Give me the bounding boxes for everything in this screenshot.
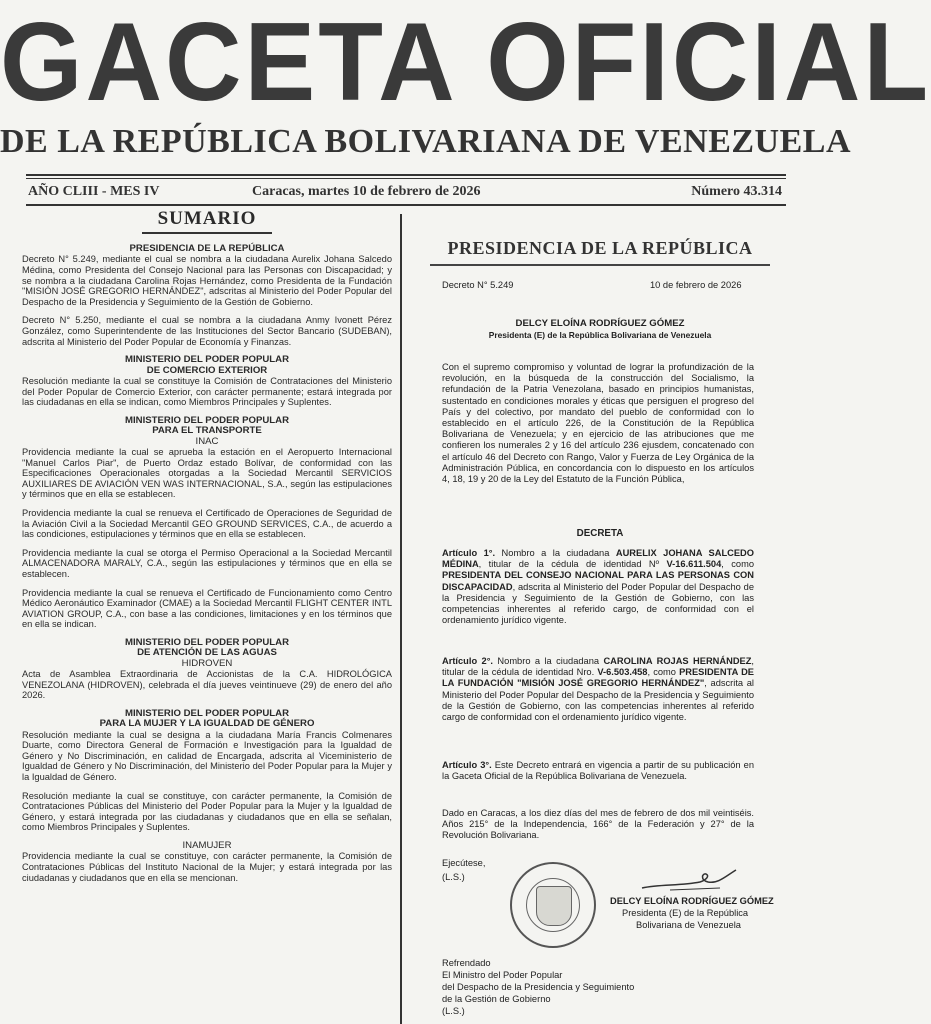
signature-name: DELCY ELOÍNA RODRÍGUEZ GÓMEZ bbox=[610, 896, 774, 906]
article-3-text: Este Decreto entrará en vigencia a partir de su publicación en la Gaceta Oficial de la República Bolivariana de Venezuela. bbox=[442, 760, 754, 782]
issue-number: Número 43.314 bbox=[691, 184, 782, 199]
gazette-title: GACETA OFICIAL bbox=[0, 0, 931, 124]
sumario-entry: Providencia mediante la cual se renueva el Certificado de Funcionamiento como Centro Médico Aeronáutico Examinador (CMAE) a la Sociedad Mercantil FLIGHT CENTER INTL AVIATION GROUP, C.A., con base a las condiciones, limitaciones y en los términos que en ella se indican. bbox=[22, 587, 392, 630]
article-1-post: PRESIDENTA DEL CONSEJO NACIONAL PARA LAS PERSONAS CON DISCAPACIDAD bbox=[442, 570, 754, 592]
sumario-section-subheading: INAMUJER bbox=[182, 840, 232, 852]
refrendado-line-2: del Despacho de la Presidencia y Seguimiento bbox=[442, 982, 635, 992]
sumario-entry: Decreto N° 5.250, mediante el cual se nombra a la ciudadana Anmy Ivonett Pérez González, como Superintendente de las Instituciones del Sector Bancario (SUDEBAN), adscrita al Ministerio del Poder Popular de Economía y Finanzas. bbox=[22, 315, 392, 347]
article-1-text-d: , adscrita al Ministerio del Poder Popular del Despacho de la Presidencia y Seguimiento de la Gestión de Gobierno, con las competencias inherentes al referido cargo, de conformidad con el ordenamiento jurídico vigente. bbox=[442, 581, 754, 626]
decree-signer-role: Presidenta (E) de la República Bolivariana de Venezuela bbox=[488, 330, 712, 340]
sumario-title: SUMARIO bbox=[157, 208, 257, 229]
decree-decreta: DECRETA bbox=[576, 528, 624, 539]
sumario-section-subheading: INAC bbox=[195, 435, 219, 447]
decree-title-rule bbox=[430, 264, 770, 266]
masthead-rule-top bbox=[26, 174, 786, 176]
signature-role-2: Bolivariana de Venezuela bbox=[636, 920, 741, 930]
article-2-text-a: Nombro a la ciudadana bbox=[493, 656, 604, 666]
article-2-text-d: , adscrita al Ministerio del Poder Popular del Despacho de la Presidencia y Seguimiento de la Gestión de Gobierno, con las competencias inherentes al referido cargo de conformidad con el ordenamiento jurídico vigente. bbox=[442, 678, 754, 723]
decree-preamble: Con el supremo compromiso y voluntad de lograr la profundización de la revolución, en la búsqueda de la construcción del Socialismo, la refundación de la Patria Venezolana, basado en principios humanistas, sustentado en condiciones morales y éticas que persiguen el progreso del País y del colectivo, por mandato del pueblo de conformidad con lo establecido en el artículo 226, de la Constitución de la República Bolivariana de Venezuela; y en ejercicio de las atribuciones que me confieren los numerales 2 y 16 del artículo 236 ejusdem, concatenado con el artículo 46 del Decreto con Rango, Valor y Fuerza de Ley Orgánica de la Administración Pública, en concordancia con lo dispuesto en los artículos 4, 18, 19 y 20 de la Ley del Estatuto de la Función Pública, bbox=[442, 362, 754, 485]
sumario-entry: Resolución mediante la cual se constituye, con carácter permanente, la Comisión de Contrataciones Públicas del Ministerio del Poder Popular para la Mujer y la Igualdad de Género, y estará integrada por las ciudadanas y ciudadanos que en ella se señalan, como Miembros Principales y Suplentes. bbox=[22, 790, 392, 833]
article-1-text-c: , como bbox=[721, 559, 754, 570]
column-divider bbox=[400, 214, 402, 1024]
article-1-id: V-16.611.504 bbox=[666, 559, 722, 570]
sumario-entry: Acta de Asamblea Extraordinaria de Accionistas de la C.A. HIDROLÓGICA VENEZOLANA (HIDROVEN), celebrada el día jueves veintinueve (29) de enero del año 2026. bbox=[22, 669, 392, 701]
refrendado-line-1: El Ministro del Poder Popular bbox=[442, 970, 563, 980]
handwritten-signature-icon bbox=[640, 864, 750, 894]
sumario-section-heading: MINISTERIO DEL PODER POPULAR bbox=[125, 414, 289, 426]
decree-article-2 bbox=[442, 656, 754, 723]
sumario-section-heading: PARA EL TRANSPORTE bbox=[152, 425, 262, 437]
sumario-entry: Resolución mediante la cual se designa a la ciudadana María Francis Colmenares Duarte, como Directora General de Formación e Investigación para la Igualdad de Género y No Discriminación, en calidad de Encargada, adscrita al Viceministerio de Igualdad de Género y No Discriminación, del Ministerio del Poder Popular para la Mujer y la Igualdad de Género. bbox=[22, 729, 392, 783]
sumario-entry: Providencia mediante la cual se aprueba la estación en el Aeropuerto Internacional "Manuel Carlos Piar", de Puerto Ordaz estado Bolívar, de conformidad con las Especificaciones Operacionales otorgadas a la Sociedad Mercantil SERVICIOS AUXILIARES DE AVIACIÓN VEN WAS INTERNACIONAL, S.A., según las estipulaciones y términos que en ella se establecen. bbox=[22, 446, 392, 500]
refrendado-label: Refrendado bbox=[442, 958, 491, 968]
sumario-entry: Providencia mediante la cual se otorga el Permiso Operacional a la Sociedad Mercantil ALMACENADORA MARALY, C.A., según las estipulaciones y términos que en ella se establecen. bbox=[22, 547, 392, 579]
article-3-label: Artículo 3°. bbox=[442, 760, 492, 770]
sumario-section-heading: PRESIDENCIA DE LA REPÚBLICA bbox=[129, 243, 285, 254]
article-2-text-b: , titular de la cédula de identidad Nro. bbox=[442, 656, 755, 678]
sumario-section-heading: MINISTERIO DEL PODER POPULAR bbox=[125, 636, 289, 648]
decree-ejecutese: Ejecútese, bbox=[442, 858, 486, 868]
sumario-entry: Providencia mediante la cual se constituye, con carácter permanente, la Comisión de Contrataciones Públicas del Instituto Nacional de la Mujer; y estará integrada por las ciudadanas y ciudadanos que en ella se mencionan. bbox=[22, 851, 392, 883]
sumario-body bbox=[22, 244, 392, 883]
article-1-text-a: Nombro a la ciudadana bbox=[495, 548, 616, 558]
article-2-label: Artículo 2°. bbox=[442, 656, 494, 666]
sumario-column bbox=[22, 206, 392, 891]
decree-ls: (L.S.) bbox=[442, 872, 465, 882]
article-1-text-b: , titular de la cédula de identidad Nº bbox=[478, 559, 667, 570]
decree-signer-name: DELCY ELOÍNA RODRÍGUEZ GÓMEZ bbox=[515, 318, 685, 329]
sumario-section-heading: MINISTERIO DEL PODER POPULAR bbox=[125, 707, 289, 719]
issue-info-bar bbox=[28, 184, 782, 206]
sumario-entry: Resolución mediante la cual se constituye la Comisión de Contrataciones del Ministerio del Poder Popular de Comercio Exterior, con carácter permanente; estará integrada por las ciudadanas en ella se indican, como Miembros Principales y Suplentes. bbox=[22, 375, 392, 408]
masthead bbox=[0, 0, 931, 180]
sumario-section-heading: PARA LA MUJER Y LA IGUALDAD DE GÉNERO bbox=[99, 718, 315, 730]
signature-role-1: Presidenta (E) de la República bbox=[622, 908, 749, 918]
article-2-id: V-6.503.458 bbox=[597, 667, 648, 678]
sumario-underline bbox=[142, 232, 272, 234]
sumario-section-heading: DE COMERCIO EXTERIOR bbox=[146, 364, 268, 376]
decree-section-title: PRESIDENCIA DE LA REPÚBLICA bbox=[447, 238, 753, 258]
decree-date: 10 de febrero de 2026 bbox=[650, 280, 742, 290]
sumario-entry: Providencia mediante la cual se renueva el Certificado de Operaciones de Seguridad de la Aviación Civil a la Sociedad Mercantil GEO GROUND SERVICES, C.A., de acuerdo a las condiciones, estipulaciones y términos que en ella se establecen. bbox=[22, 507, 392, 540]
sumario-section-heading: MINISTERIO DEL PODER POPULAR bbox=[125, 354, 289, 366]
decree-article-1 bbox=[442, 548, 754, 626]
official-seal-icon bbox=[510, 862, 596, 948]
gazette-subtitle: DE LA REPÚBLICA BOLIVARIANA DE VENEZUELA bbox=[0, 123, 852, 160]
decree-article-3 bbox=[442, 760, 754, 782]
refrendado-ls: (L.S.) bbox=[442, 1006, 465, 1016]
decree-number: Decreto N° 5.249 bbox=[442, 280, 514, 290]
sumario-section-subheading: HIDROVEN bbox=[181, 657, 233, 669]
issue-year-month: AÑO CLIII - MES IV bbox=[28, 184, 160, 199]
article-2-text-c: , como bbox=[647, 667, 680, 678]
decree-closing: Dado en Caracas, a los diez días del mes de febrero de dos mil veintiséis. Años 215° de la Independencia, 166° de la Federación y 27° de la Revolución Bolivariana. bbox=[442, 808, 754, 841]
article-1-label: Artículo 1°. bbox=[442, 548, 496, 558]
sumario-section-heading: DE ATENCIÓN DE LAS AGUAS bbox=[137, 647, 277, 659]
article-2-name: CAROLINA ROJAS HERNÁNDEZ bbox=[603, 656, 752, 666]
issue-date: Caracas, martes 10 de febrero de 2026 bbox=[252, 184, 481, 199]
masthead-rule-thin bbox=[26, 178, 786, 179]
sumario-entry: Decreto N° 5.249, mediante el cual se nombra a la ciudadana Aurelix Johana Salcedo Médina, como Presidenta del Consejo Nacional para las Personas con Discapacidad; y se nombra a la ciudadana Carolina Rojas Hernández, como Presidenta de la Fundación "MISIÓN JOSÉ GREGORIO HERNÁNDEZ", adscritas al Ministerio del Poder Popular del Despacho de la Presidencia y Seguimiento de la Gestión de Gobierno. bbox=[22, 254, 392, 307]
article-2-post: PRESIDENTA DE LA FUNDACIÓN "MISIÓN JOSÉ GREGORIO HERNÁNDEZ" bbox=[442, 667, 754, 689]
refrendado-line-3: de la Gestión de Gobierno bbox=[442, 994, 551, 1004]
article-1-name: AURELIX JOHANA SALCEDO MÉDINA bbox=[442, 548, 754, 570]
